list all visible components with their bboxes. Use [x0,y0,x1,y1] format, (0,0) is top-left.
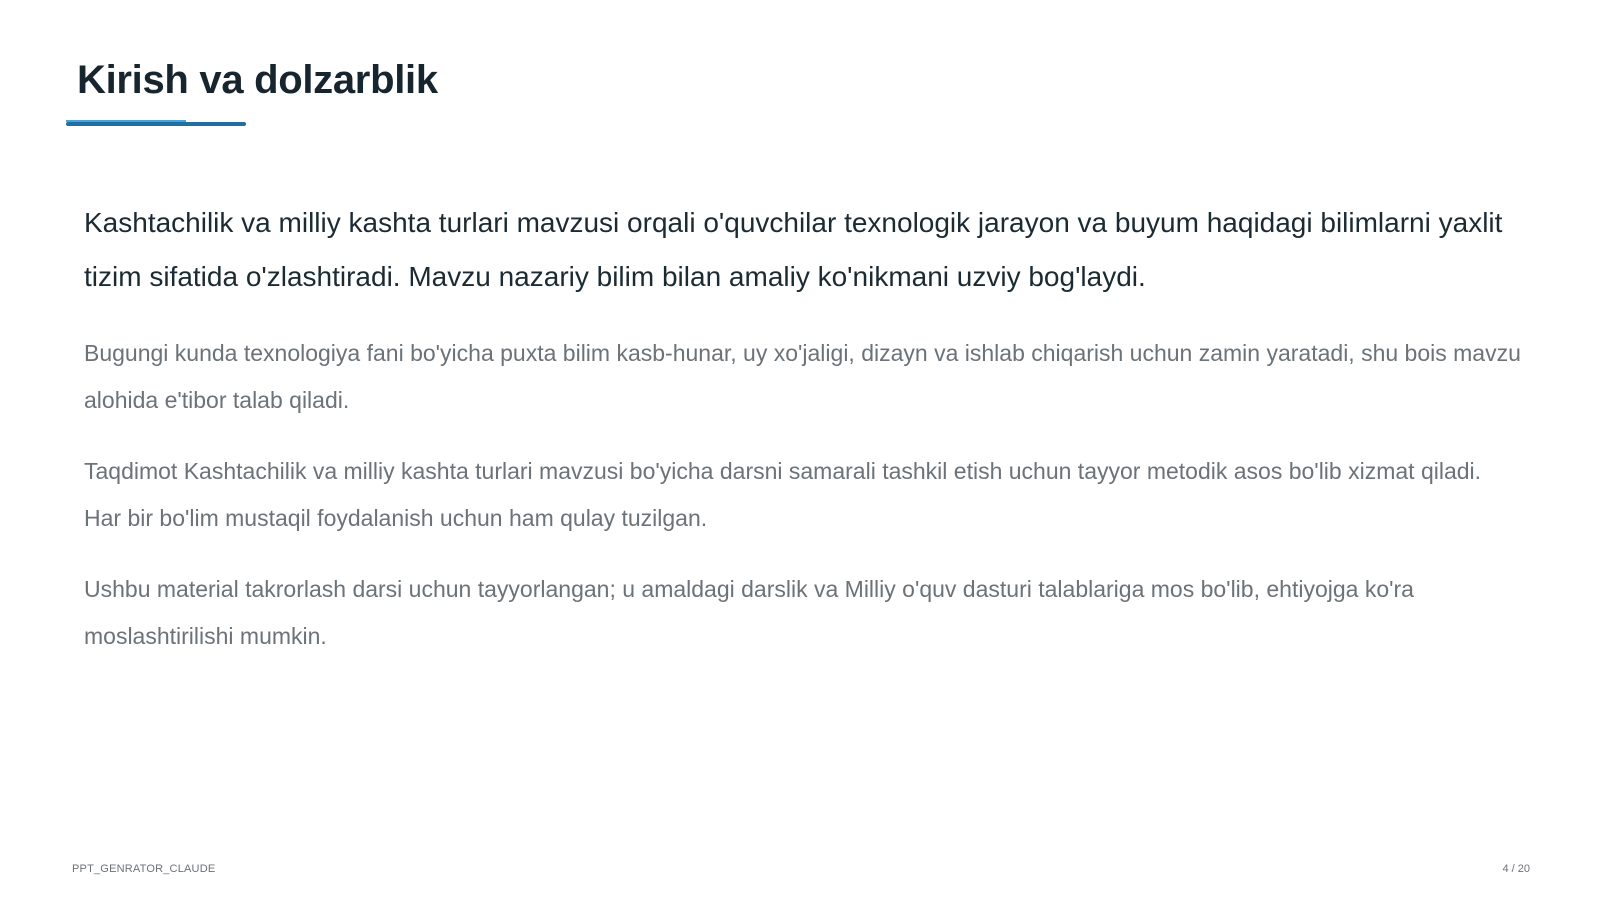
page-number: 4 / 20 [1502,863,1530,875]
title-underline [66,122,246,126]
body-paragraph: Taqdimot Kashtachilik va milliy kashta turlari mavzusi bo'yicha darsni samarali tashkil etish uchun tayyor metodik asos bo'lib xizmat qiladi. Har bir bo'lim mustaqil foydalanish uchun ham qulay tuzilgan. [84,458,1482,531]
slide-content [84,196,1524,684]
title-underline-accent [66,120,186,122]
body-paragraph: Bugungi kunda texnologiya fani bo'yicha puxta bilim kasb-hunar, uy xo'jaligi, dizayn va ishlab chiqarish uchun zamin yaratadi, shu bois mavzu alohida e'tibor talab qiladi. [84,340,1521,413]
footer-brand: PPT_GENRATOR_CLAUDE [72,863,216,875]
body-paragraph: Ushbu material takrorlash darsi uchun tayyorlangan; u amaldagi darslik va Milliy o'quv dasturi talablariga mos bo'lib, ehtiyojga ko'ra moslashtirilishi mumkin. [84,576,1414,649]
slide-title: Kirish va dolzarblik [77,58,438,102]
lead-paragraph: Kashtachilik va milliy kashta turlari mavzusi orqali o'quvchilar texnologik jarayon va buyum haqidagi bilimlarni yaxlit tizim sifatida o'zlashtiradi. Mavzu nazariy bilim bilan amaliy ko'nikmani uzviy bog'laydi. [84,207,1503,292]
